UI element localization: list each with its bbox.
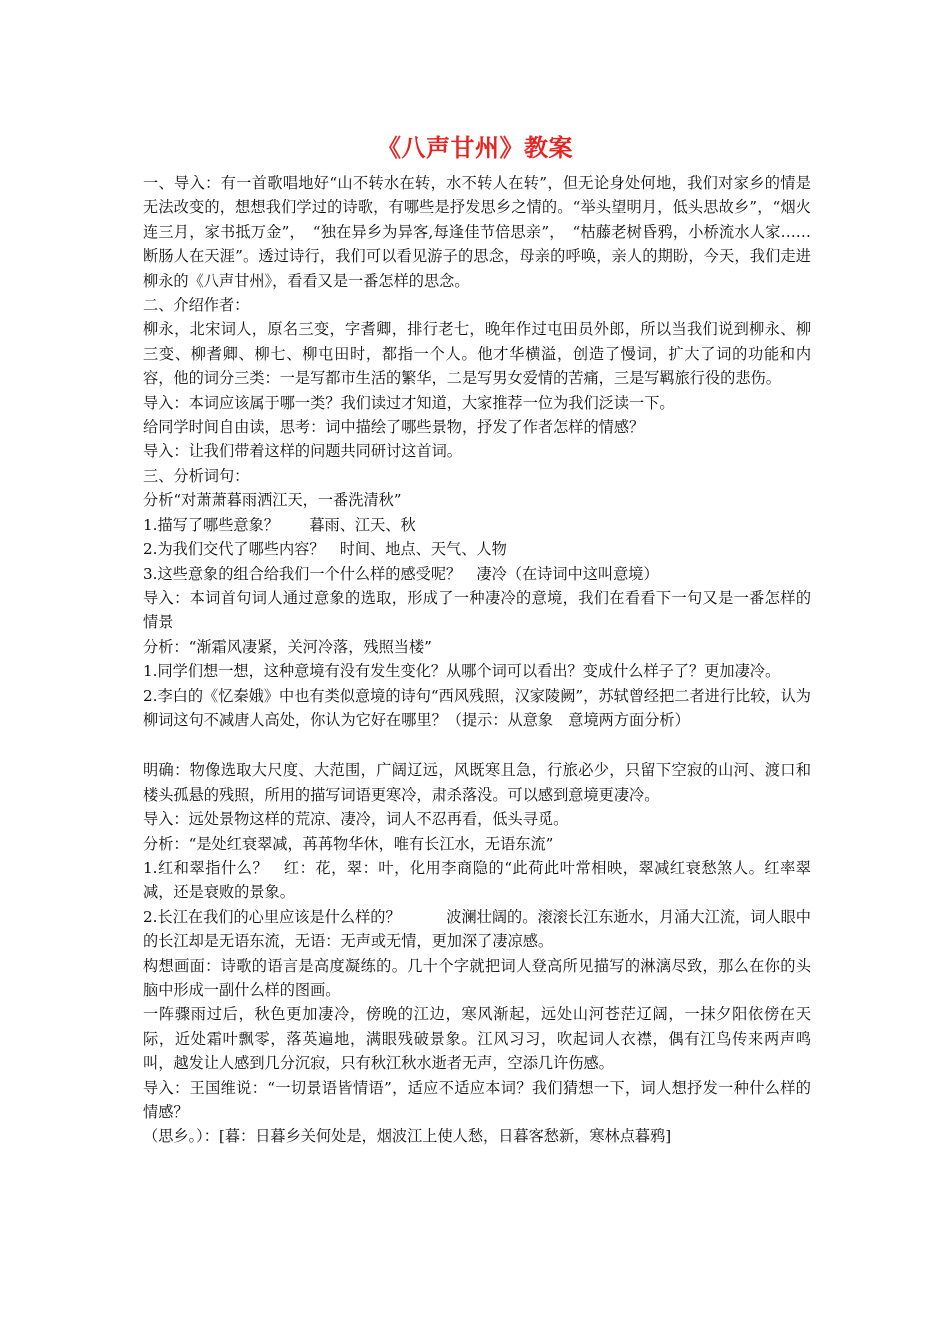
section-heading-author: 二、介绍作者： [143, 296, 250, 315]
question-item: 1.同学们想一想，这种意境有没有发生变化？从哪个词可以看出？变成什么样子了？更加凄冷。 [143, 662, 781, 681]
paragraph: 导入：王国维说：“一切景语皆情语”，适应不适应本词？我们猜想一下，词人想抒发一种什么样的情感？ [143, 1078, 811, 1122]
document-body [143, 171, 811, 1149]
question-item: 2.李白的《忆秦娥》中也有类似意境的诗句“西风残照，汉家陵阙”，苏轼曾经把二者进行比较，认为柳词这句不减唐人高处，你认为它好在哪里？（提示：从意象 意境两方面分析） [143, 686, 811, 729]
blank-line [143, 732, 811, 758]
paragraph: 构想画面：诗歌的语言是高度凝练的。几十个字就把词人登高所见描写的淋漓尽致，那么在你的头脑中形成一副什么样的图画。 [143, 956, 811, 999]
paragraph-author: 柳永，北宋词人，原名三变，字耆卿，排行老七，晚年作过屯田员外郎，所以当我们说到柳永、柳三变、柳耆卿、柳七、柳屯田时，都指一个人。他才华横溢，创造了慢词，扩大了词的功能和内容，他的词分三类：一是写都市生活的繁华，二是写男女爱情的苦痛，三是写羁旅行役的悲伤。 [143, 320, 811, 388]
question-item: 3.这些意象的组合给我们一个什么样的感受呢？ 凄冷（在诗词中这叫意境） [143, 564, 659, 583]
question-item: 2.为我们交代了哪些内容？ 时间、地点、天气、人物 [143, 540, 507, 559]
paragraph-intro: 一、导入：有一首歌唱地好“山不转水在转，水不转人在转”，但无论身处何地，我们对家乡的情是无法改变的，想想我们学过的诗歌，有哪些是抒发思乡之情的。“举头望明月，低头思故乡”，“烟火连三月，家书抵万金”， “独在异乡为异客,每逢佳节倍思亲”， “枯藤老树昏鸦，小桥流水人家……断肠人在天涯”。透过诗行，我们可以看见游子的思念，母亲的呼唤，亲人的期盼，今天，我们走进柳永的《八声甘州》，看看又是一番怎样的思念。 [143, 174, 811, 290]
paragraph: 分析“对萧萧暮雨洒江天，一番洗清秋” [143, 491, 402, 510]
paragraph: 明确：物像选取大尺度、大范围，广阔辽远，风既寒且急，行旅必少，只留下空寂的山河、渡口和楼头孤悬的残照，所用的描写词语更寒冷，肃杀落没。可以感到意境更凄冷。 [143, 761, 811, 804]
paragraph: 导入：本词首句词人通过意象的选取，形成了一种凄冷的意境，我们在看看下一句又是一番怎样的情景 [143, 588, 811, 632]
section-heading-analysis: 三、分析词句： [143, 466, 250, 485]
paragraph: 分析：“渐霜风凄紧，关河冷落，残照当楼” [143, 637, 432, 656]
paragraph: （思乡。）：[暮：日暮乡关何处是，烟波江上使人愁，日暮客愁新，寒林点暮鸦] [143, 1127, 672, 1146]
paragraph: 导入：本词应该属于哪一类？我们读过才知道，大家推荐一位为我们泛读一下。 [143, 393, 675, 412]
question-item: 1.描写了哪些意象？ 暮雨、江天、秋 [143, 515, 416, 534]
paragraph: 一阵骤雨过后，秋色更加凄冷，傍晚的江边，寒风渐起，远处山河苍茫辽阔，一抹夕阳依傍在天际，近处霜叶飘零，落英遍地，满眼残破景象。江风习习，吹起词人衣襟，偶有江鸟传来两声鸣叫，越发让人感到几分沉寂，只有秋江秋水逝者无声，空添几许伤感。 [143, 1005, 811, 1073]
paragraph: 导入：远处景物这样的荒凉、凄冷，词人不忍再看，低头寻觅。 [143, 810, 569, 829]
paragraph: 导入：让我们带着这样的问题共同研讨这首词。 [143, 442, 462, 461]
paragraph: 分析：“是处红衰翠减，苒苒物华休，唯有长江水，无语东流” [143, 834, 554, 853]
paragraph: 给同学时间自由读，思考：词中描绘了哪些景物，抒发了作者怎样的情感？ [143, 418, 645, 437]
question-item: 1.红和翠指什么？ 红：花，翠：叶，化用李商隐的“此荷此叶常相映，翠减红衰愁煞人。红率翠减，还是衰败的景象。 [143, 858, 811, 902]
document-title: 《八声甘州》教案 [377, 134, 573, 162]
question-item: 2.长江在我们的心里应该是什么样的？ 波澜壮阔的。滚滚长江东逝水，月涌大江流，词人眼中的长江却是无语东流，无语：无声或无情，更加深了凄凉感。 [143, 907, 811, 951]
